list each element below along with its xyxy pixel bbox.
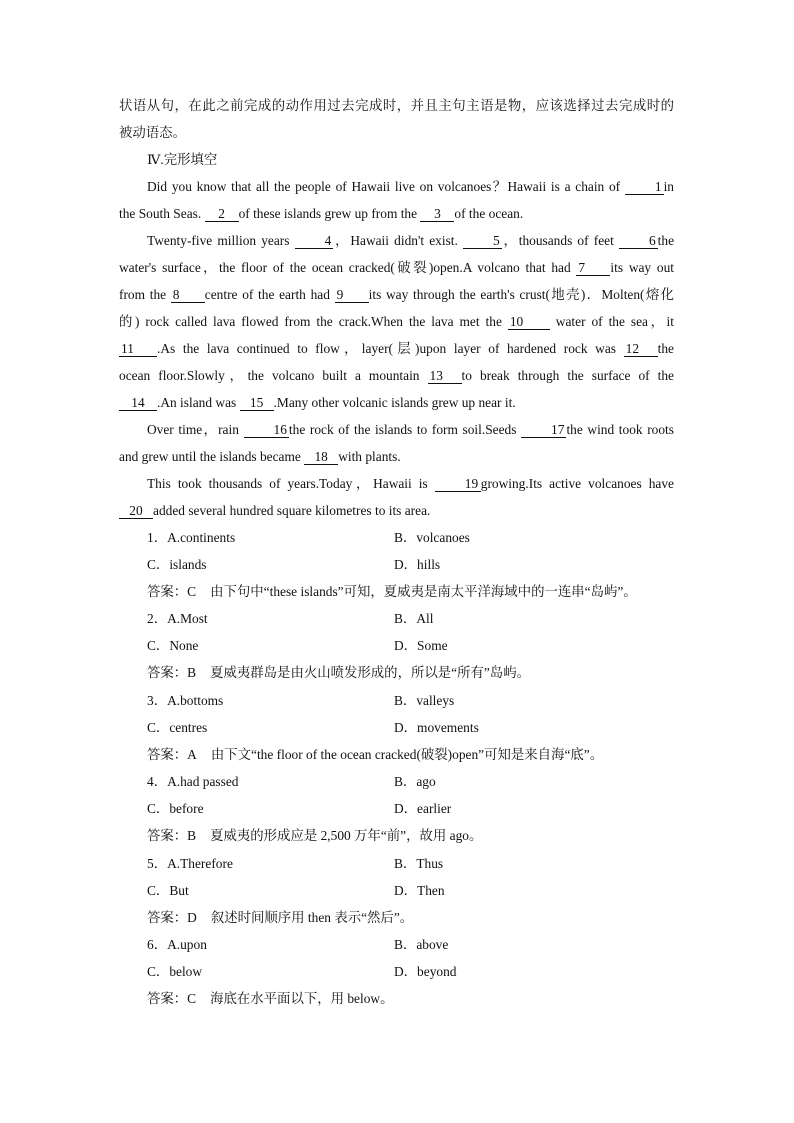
passage-text: the xyxy=(657,233,674,248)
answer-explanation: 由下文“the floor of the ocean cracked(破裂)open”可知是来自海“底”。 xyxy=(210,746,604,762)
option-d: D．Then xyxy=(394,882,445,898)
blank-4: 4 xyxy=(295,233,334,249)
answer-label: 答案： xyxy=(147,828,188,844)
question-2-row-2 xyxy=(119,632,674,659)
answer-key: D xyxy=(187,909,197,925)
passage-text: growing.Its active volcanoes have xyxy=(480,476,674,491)
answer-label: 答案： xyxy=(147,909,188,925)
blank-3: 3 xyxy=(420,206,454,222)
passage-text: with plants. xyxy=(338,449,401,464)
passage-text: to break through the surface of the xyxy=(461,368,674,383)
passage-line xyxy=(119,470,674,497)
passage-text: from the xyxy=(119,287,171,302)
passage-line xyxy=(119,362,674,389)
passage-line xyxy=(119,173,674,200)
passage-text: ，thousands of feet xyxy=(501,233,619,248)
intro-line-2: 被动语态。 xyxy=(119,125,186,140)
passage-line xyxy=(119,227,674,254)
blank-2: 2 xyxy=(205,206,239,222)
answer-explanation: 夏威夷群岛是由火山喷发形成的，所以是“所有”岛屿。 xyxy=(210,665,530,681)
passage-text: centre of the earth had xyxy=(204,287,335,302)
question-number: 5． xyxy=(147,855,168,871)
option-c: C．before xyxy=(147,801,204,817)
blank-17: 17 xyxy=(521,422,566,438)
question-3-row-2 xyxy=(119,714,674,741)
passage-text: .Many other volcanic islands grew up near it. xyxy=(273,395,516,410)
passage-text: This took thousands of years.Today，Hawaii is xyxy=(147,476,435,491)
intro-line-1: 状语从句，在此之前完成的动作用过去完成时，并且主句主语是物，应该选择过去完成时的 xyxy=(119,98,674,113)
passage-text: the wind took roots xyxy=(566,422,674,437)
option-a-text: A.Most xyxy=(167,611,208,627)
passage-text: Did you know that all the people of Hawaii live on volcanoes？Hawaii is a chain of xyxy=(147,179,625,194)
question-1-row-1 xyxy=(119,524,674,551)
option-b: B．ago xyxy=(394,774,436,790)
answer-explanation: 海底在水平面以下，用 below。 xyxy=(210,991,394,1007)
blank-12: 12 xyxy=(624,341,658,357)
answer-label: 答案： xyxy=(147,584,188,599)
passage-text: water's surface，the floor of the ocean cracked(破裂)open.A volcano that had xyxy=(119,260,577,275)
answer-explanation: 由下句中“these islands”可知，夏威夷是南太平洋海域中的一连串“岛屿”。 xyxy=(210,584,637,599)
passage-line xyxy=(119,335,674,362)
option-a-text: A.bottoms xyxy=(167,692,224,708)
question-5-row-1 xyxy=(119,850,674,877)
option-a xyxy=(147,524,394,551)
answer-6 xyxy=(119,985,674,1012)
passage-text: of these islands grew up from the xyxy=(238,206,421,221)
passage-text: its way through the earth's crust(地壳)．Molten(熔化 xyxy=(368,287,674,302)
section-title: Ⅳ.完形填空 xyxy=(147,152,218,167)
option-d: D．earlier xyxy=(394,801,452,817)
blank-10: 10 xyxy=(508,314,550,330)
passage-text: water of the sea，it xyxy=(549,314,674,329)
passage-text: the rock of the islands to form soil.Seeds xyxy=(288,422,522,437)
option-a-text: A.continents xyxy=(167,530,236,545)
option-a-text: A.had passed xyxy=(167,774,239,790)
answer-key: B xyxy=(187,665,197,681)
passage-line xyxy=(119,308,674,335)
answer-label: 答案： xyxy=(147,746,188,762)
question-6-row-1 xyxy=(119,931,674,958)
passage-text: added several hundred square kilometres to its area. xyxy=(153,503,431,518)
passage-text: 的) rock called lava flowed from the crack.When the lava met the xyxy=(119,314,508,329)
question-5-row-2 xyxy=(119,877,674,904)
question-number: 2． xyxy=(147,611,168,627)
option-a xyxy=(147,931,394,958)
option-a-text: A.upon xyxy=(167,937,207,953)
passage-line xyxy=(119,389,674,416)
intro-paragraph xyxy=(119,92,674,146)
passage-text: of the ocean. xyxy=(454,206,524,221)
question-number: 3． xyxy=(147,692,168,708)
passage-text: Over time，rain xyxy=(147,422,244,437)
answer-4 xyxy=(119,822,674,849)
blank-19: 19 xyxy=(435,476,481,492)
passage-text: .As the lava continued to flow，layer(层)upon layer of hardened rock was xyxy=(157,341,624,356)
blank-1: 1 xyxy=(625,179,664,195)
option-a xyxy=(147,850,394,877)
blank-16: 16 xyxy=(244,422,289,438)
question-number: 1． xyxy=(147,530,168,545)
passage-text: the xyxy=(657,341,674,356)
blank-8: 8 xyxy=(171,287,205,303)
answer-key: B xyxy=(187,828,197,844)
option-c: C．None xyxy=(147,638,199,654)
answer-explanation: 夏威夷的形成应是 2,500 万年“前”，故用 ago。 xyxy=(210,828,483,844)
option-b: B．Thus xyxy=(394,855,444,871)
option-b: B．All xyxy=(394,611,434,627)
answer-2 xyxy=(119,659,674,686)
blank-11: 11 xyxy=(119,341,157,357)
option-b: B．volcanoes xyxy=(394,530,470,545)
passage-line xyxy=(119,443,674,470)
blank-13: 13 xyxy=(428,368,462,384)
passage-line xyxy=(119,200,674,227)
answer-3 xyxy=(119,741,674,768)
answer-key: C xyxy=(187,991,197,1007)
option-d: D．Some xyxy=(394,638,448,654)
option-c: C．centres xyxy=(147,719,208,735)
answer-5 xyxy=(119,904,674,931)
passage-text: .An island was xyxy=(157,395,240,410)
question-number: 6． xyxy=(147,937,168,953)
passage-line xyxy=(119,497,674,524)
question-4-row-2 xyxy=(119,795,674,822)
document-page xyxy=(119,92,674,1012)
passage-line xyxy=(119,281,674,308)
passage-line xyxy=(119,254,674,281)
blank-9: 9 xyxy=(335,287,369,303)
blank-6: 6 xyxy=(619,233,658,249)
cloze-passage xyxy=(119,173,674,524)
option-d: D．movements xyxy=(394,719,479,735)
option-a xyxy=(147,687,394,714)
option-a xyxy=(147,768,394,795)
question-3-row-1 xyxy=(119,687,674,714)
blank-7: 7 xyxy=(576,260,610,276)
option-b: B．above xyxy=(394,937,449,953)
blank-18: 18 xyxy=(304,449,338,465)
option-a xyxy=(147,605,394,632)
answer-label: 答案： xyxy=(147,991,188,1007)
passage-text: ，Hawaii didn't exist. xyxy=(333,233,464,248)
answer-key: C xyxy=(187,584,197,599)
option-c: C．But xyxy=(147,882,189,898)
question-1-row-2 xyxy=(119,551,674,578)
answer-1 xyxy=(119,578,674,605)
passage-text: in xyxy=(663,179,674,194)
question-6-row-2 xyxy=(119,958,674,985)
option-d: D．hills xyxy=(394,557,441,572)
question-list xyxy=(119,524,674,1012)
blank-5: 5 xyxy=(463,233,502,249)
passage-text: the South Seas. xyxy=(119,206,205,221)
answer-key: A xyxy=(187,746,197,762)
question-4-row-1 xyxy=(119,768,674,795)
blank-14: 14 xyxy=(119,395,157,411)
passage-text: ocean floor.Slowly，the volcano built a mountain xyxy=(119,368,428,383)
passage-text: its way out xyxy=(610,260,674,275)
option-b: B．valleys xyxy=(394,692,455,708)
option-c: C．below xyxy=(147,964,203,980)
passage-text: and grew until the islands became xyxy=(119,449,305,464)
option-c: C．islands xyxy=(147,557,207,572)
question-2-row-1 xyxy=(119,605,674,632)
question-number: 4． xyxy=(147,774,168,790)
option-a-text: A.Therefore xyxy=(167,855,233,871)
answer-explanation: 叙述时间顺序用 then 表示“然后”。 xyxy=(210,909,414,925)
blank-15: 15 xyxy=(240,395,274,411)
answer-label: 答案： xyxy=(147,665,188,681)
blank-20: 20 xyxy=(119,503,153,519)
passage-line xyxy=(119,416,674,443)
passage-text: Twenty-five million years xyxy=(147,233,295,248)
option-d: D．beyond xyxy=(394,964,457,980)
